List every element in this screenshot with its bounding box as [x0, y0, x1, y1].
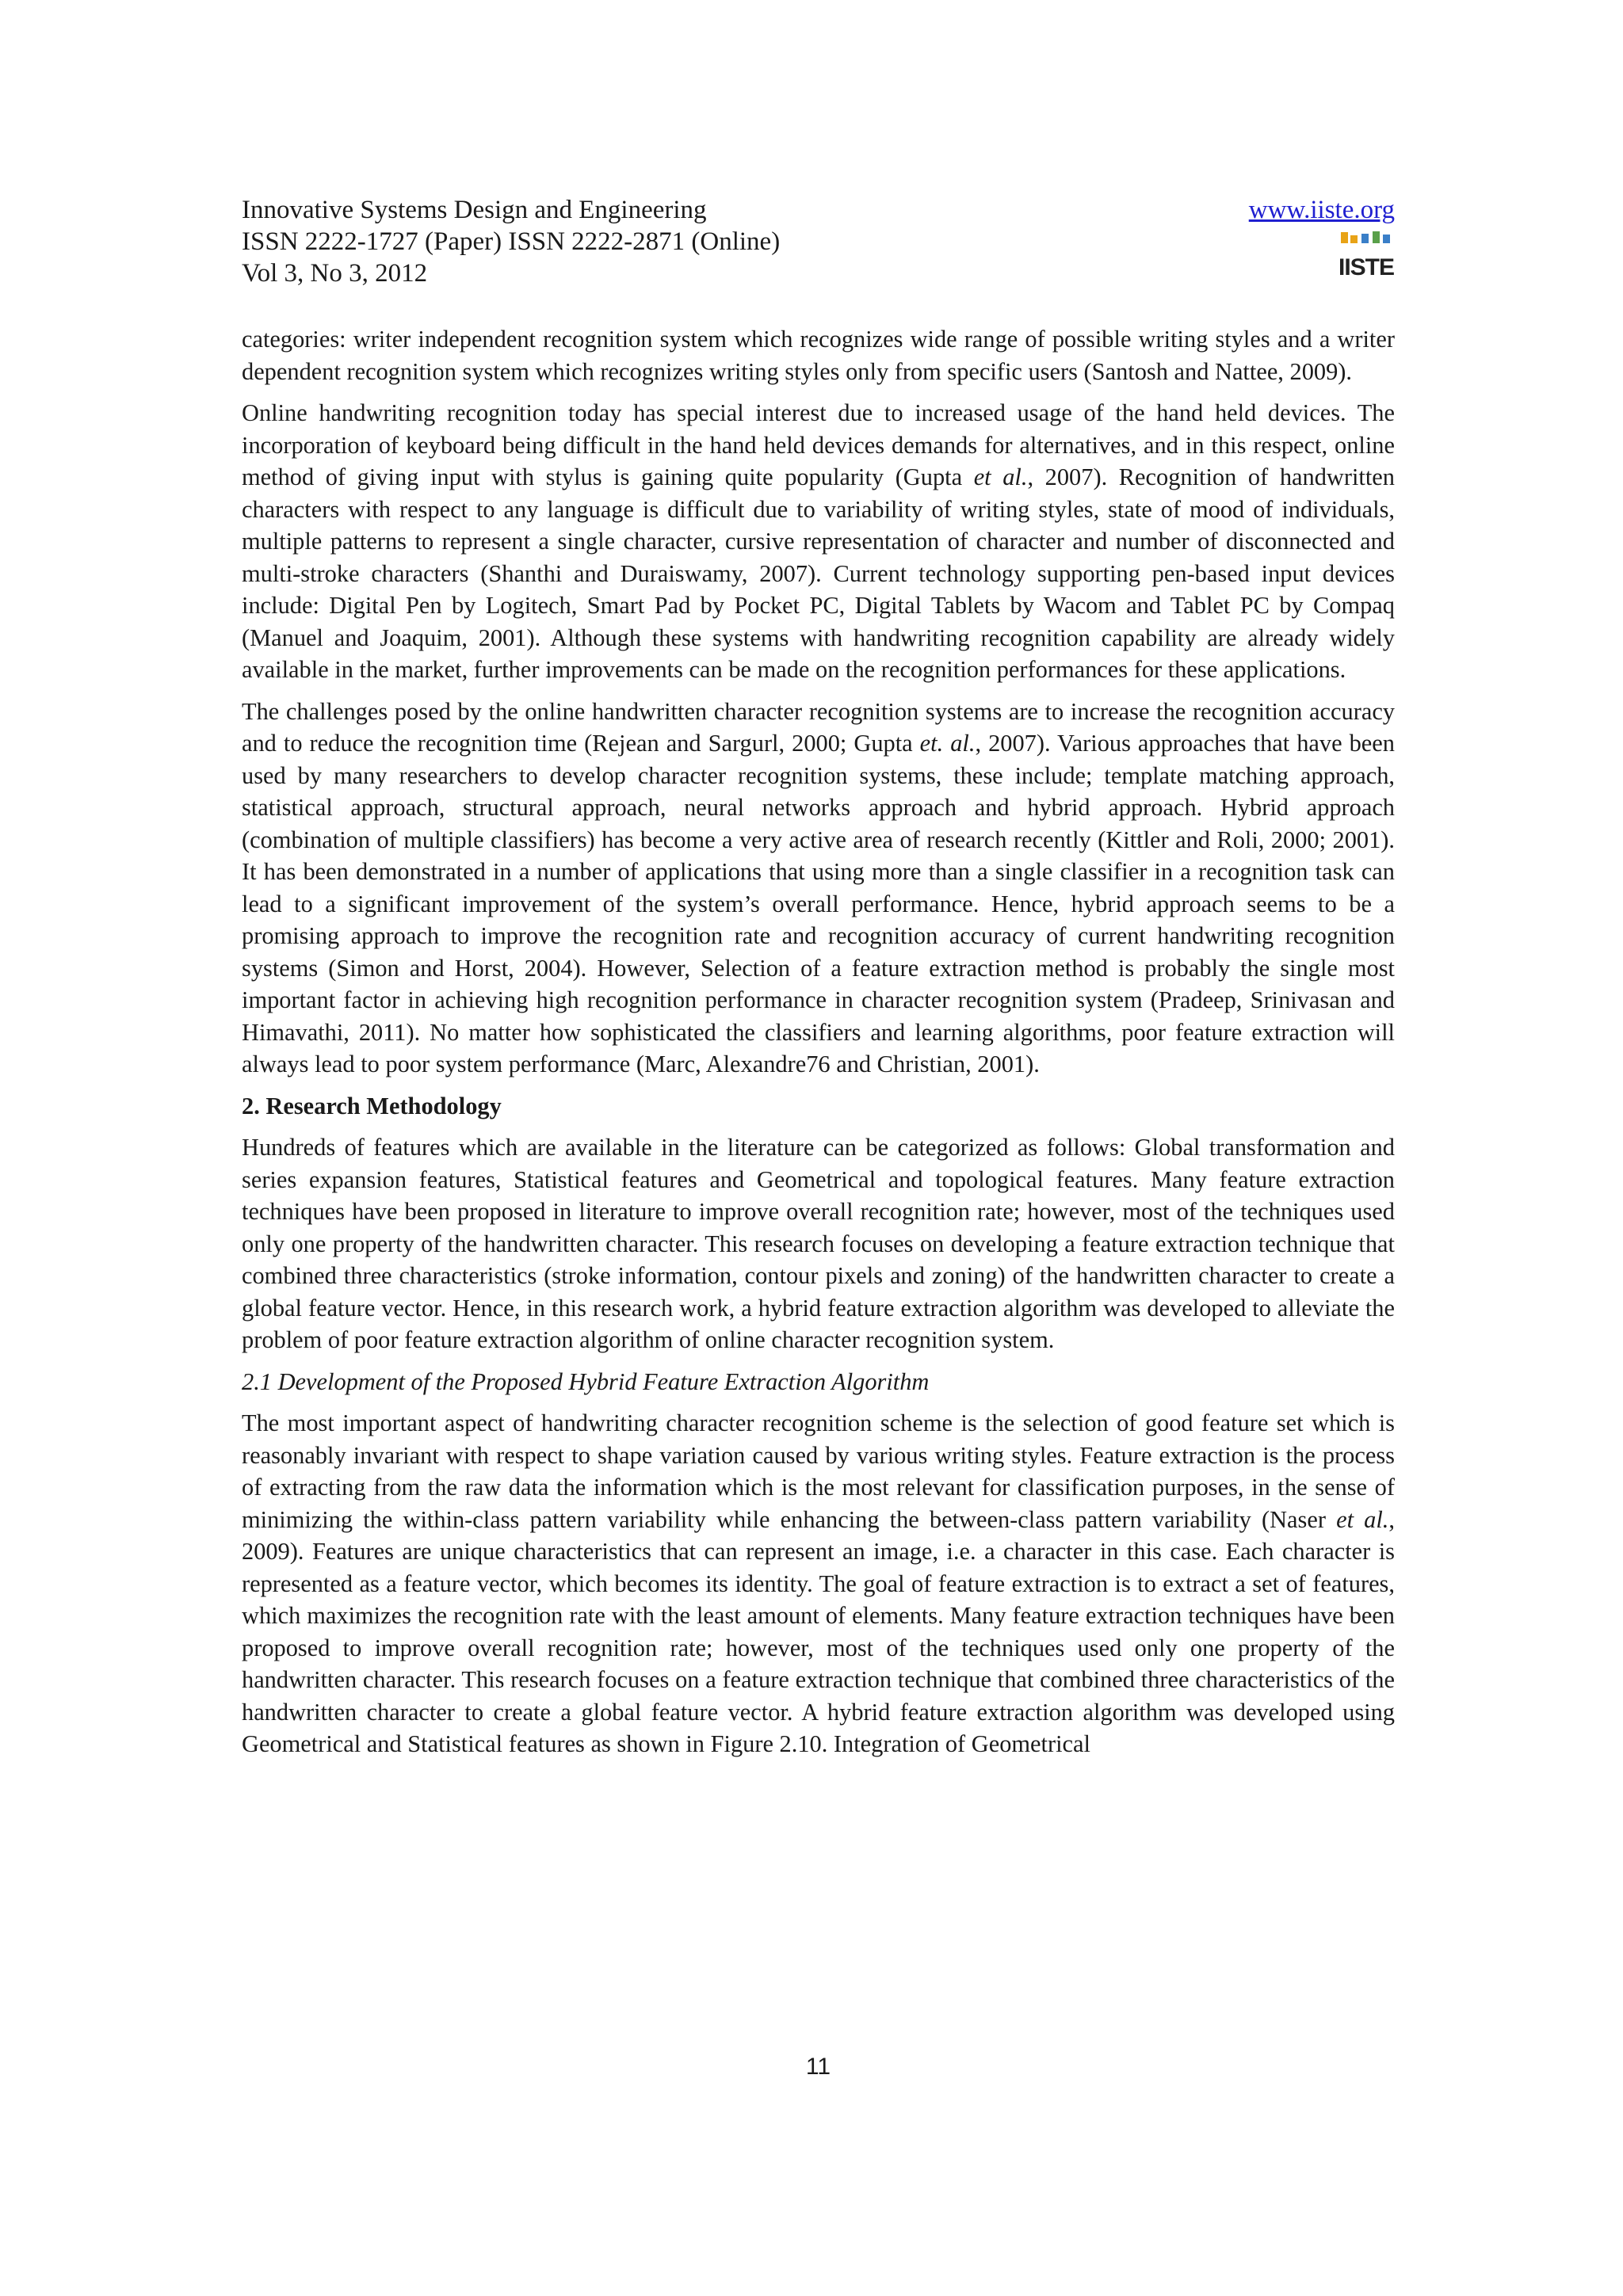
journal-volume: Vol 3, No 3, 2012 [242, 259, 428, 288]
journal-issn: ISSN 2222-1727 (Paper) ISSN 2222-2871 (Online) [242, 227, 781, 256]
iiste-logo-icon [1338, 229, 1395, 283]
paper-body [242, 323, 1395, 1770]
logo-text: IISTE [1338, 254, 1395, 280]
journal-header [242, 194, 1395, 289]
paper-page [242, 0, 1395, 2296]
section-heading-research-methodology: 2. Research Methodology [242, 1092, 502, 1119]
paragraph-challenges: The challenges posed by the online handwritten character recognition systems are to increase the recognition accuracy and to reduce the recognition time (Rejean and Sargurl, 2000; Gupta et. al., 2007). Various approaches that have been used by many researchers to develop character recognition systems, these include; template matching approach, statistical approach, structural approach, neural networks approach and hybrid approach. Hybrid approach (combination of multiple classifiers) has become a very active area of research recently (Kittler and Roli, 2000; 2001). It has been demonstrated in a number of applications that using more than a single classifier in a recognition task can lead to a significant improvement of the system’s overall performance. Hence, hybrid approach seems to be a promising approach to improve the recognition rate and recognition accuracy of current handwriting recognition systems (Simon and Horst, 2004). However, Selection of a feature extraction method is probably the single most important factor in achieving high recognition performance in character recognition system (Pradeep, Srinivasan and Himavathi, 2011). No matter how sophisticated the classifiers and learning algorithms, poor feature extraction will always lead to poor system performance (Marc, Alexandre76 and Christian, 2001). [242, 697, 1395, 1077]
page-number: 11 [805, 2054, 831, 2080]
paragraph-online-handwriting: Online handwriting recognition today has special interest due to increased usage of the hand held devices. The incorporation of keyboard being difficult in the hand held devices demands for alternatives, and in this respect, online method of giving input with stylus is gaining quite popularity (Gupta et al., 2007). Recognition of handwritten characters with respect to any language is difficult due to variability of writing styles, state of mood of individuals, multiple patterns to represent a single character, cursive representation of character and number of disconnected and multi-stroke characters (Shanthi and Duraiswamy, 2007). Current technology supporting pen-based input devices include: Digital Pen by Logitech, Smart Pad by Pocket PC, Digital Tablets by Wacom and Tablet PC by Compaq (Manuel and Joaquim, 2001). Although these systems with handwriting recognition capability are already widely available in the market, further improvements can be made on the recognition performances for these applications. [242, 399, 1395, 683]
journal-title: Innovative Systems Design and Engineering [242, 196, 707, 224]
paragraph-features-overview: Hundreds of features which are available in the literature can be categorized as follows: Global transformation and series expansion features, Statistical features and Geometrical and topological features. Many feature extraction techniques have been proposed in literature to improve overall recognition rate; however, most of the techniques used only one property of the handwritten character. This research focuses on developing a feature extraction technique that combined three characteristics (stroke information, contour pixels and zoning) of the handwritten character to create a global feature vector. Hence, in this research work, a hybrid feature extraction algorithm was developed to alleviate the problem of poor feature extraction algorithm of online character recognition system. [242, 1134, 1395, 1353]
journal-url-link[interactable]: www.iiste.org [1248, 196, 1395, 224]
subsection-heading-hybrid-algorithm: 2.1 Development of the Proposed Hybrid Feature Extraction Algorithm [242, 1367, 930, 1395]
paragraph-feature-extraction: The most important aspect of handwriting character recognition scheme is the selection of good feature set which is reasonably invariant with respect to shape variation caused by various writing styles. Feature extraction is the process of extracting from the raw data the information which is the most relevant for classification purposes, in the sense of minimizing the within-class pattern variability while enhancing the between-class pattern variability (Naser et al., 2009). Features are unique characteristics that can represent an image, i.e. a character in this case. Each character is represented as a feature vector, which becomes its identity. The goal of feature extraction is to extract a set of features, which maximizes the recognition rate with the least amount of elements. Many feature extraction techniques have been proposed to improve overall recognition rate; however, most of the techniques used only one property of the handwritten character. This research focuses on a feature extraction technique that combined three characteristics of the handwritten character to create a global feature vector. A hybrid feature extraction algorithm was developed using Geometrical and Statistical features as shown in Figure 2.10. Integration of Geometrical [242, 1409, 1395, 1757]
paragraph-categories: categories: writer independent recognition system which recognizes wide range of possible writing styles and a writer dependent recognition system which recognizes writing styles only from specific users (Santosh and Nattee, 2009). [242, 326, 1395, 385]
